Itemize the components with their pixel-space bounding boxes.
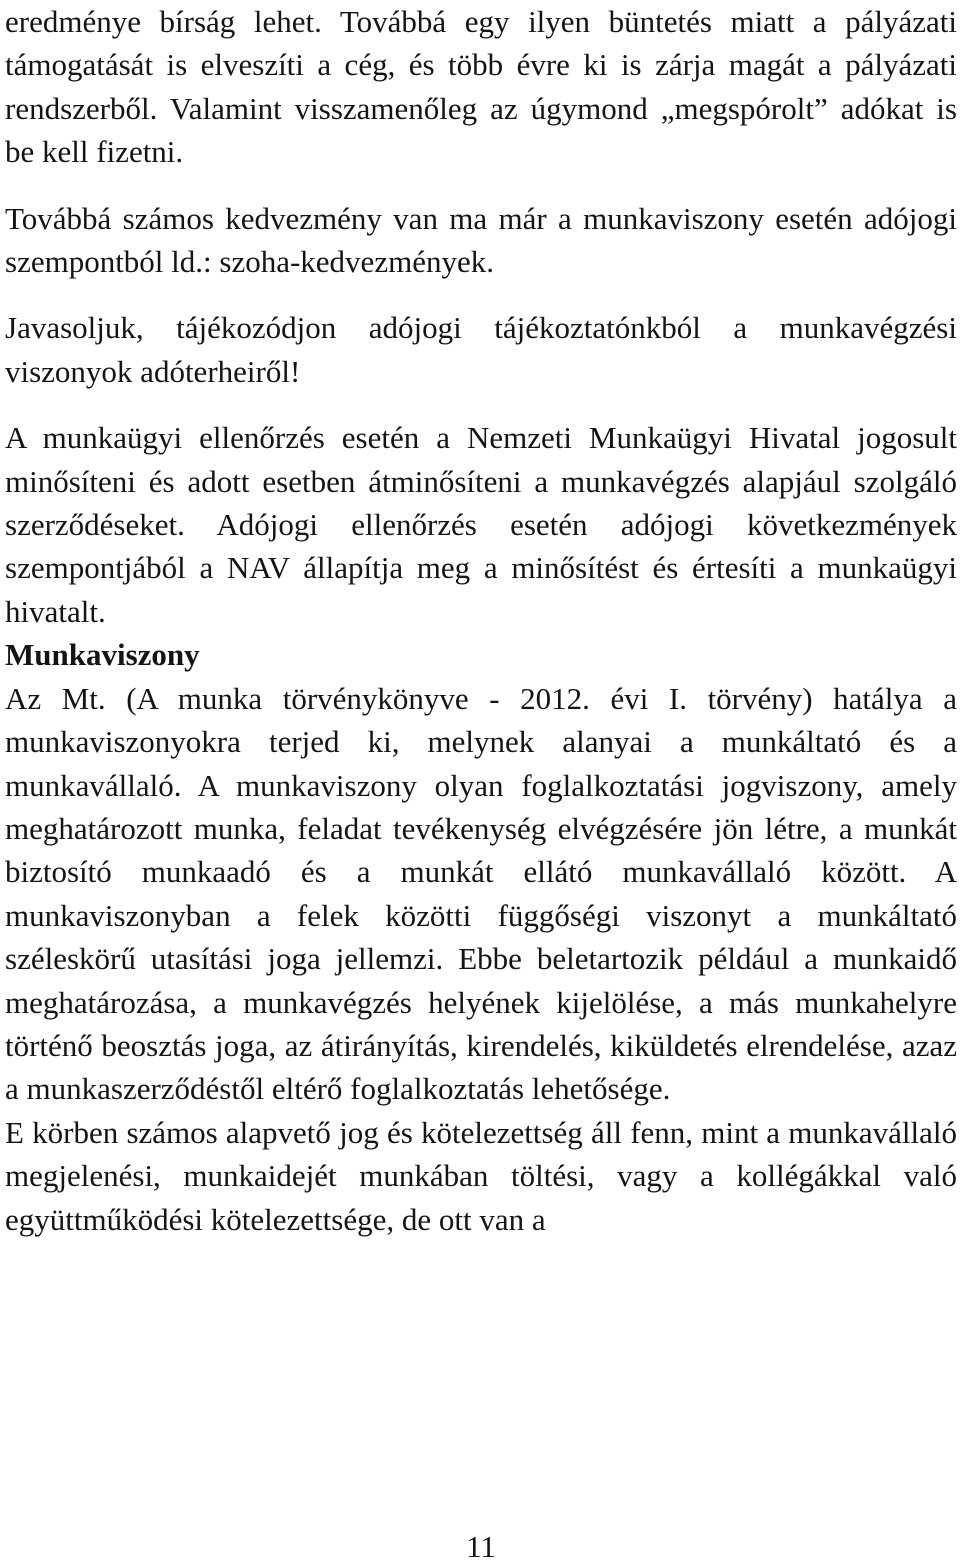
paragraph-recommendation: Javasoljuk, tájékozódjon adójogi tájékoztatónkból a munkavégzési viszonyok adóterheiről! — [5, 310, 957, 389]
paragraph-penalty: eredménye bírság lehet. Továbbá egy ilyen büntetés miatt a pályázati támogatását is elveszíti a cég, és több évre ki is zárja magát a pályázati rendszerből. Valamint visszamenőleg az úgymond „megspórolt” adókat is be kell fizetni. — [5, 4, 957, 170]
section-heading: Munkaviszony — [5, 637, 200, 673]
paragraph-employment-definition: Az Mt. (A munka törvénykönyve - 2012. évi I. törvény) hatálya a munkaviszonyokra terjed ki, melynek alanyai a munkáltató és a munkavállaló. A munkaviszony olyan foglalkoztatási jogviszony, amely meghatározott munka, feladat tevékenység elvégzésére jön létre, a munkát biztosító munkaadó és a munkát ellátó munkavállaló között. A munkaviszonyban a felek közötti függőségi viszonyt a munkáltató széleskörű utasítási joga jellemzi. Ebbe beletartozik például a munkaidő meghatározása, a munkavégzés helyének kijelölése, a más munkahelyre történő beosztás joga, az átirányítás, kirendelés, kiküldetés elrendelése, azaz a munkaszerződéstől eltérő foglalkoztatás lehetősége. — [5, 680, 957, 1107]
document-page — [5, 0, 957, 1566]
paragraph-tax-benefits: Továbbá számos kedvezmény van ma már a munkaviszony esetén adójogi szempontból ld.: szoha-kedvezmények. — [5, 200, 957, 280]
page-number: 11 — [466, 1529, 496, 1564]
paragraph-inspection: A munkaügyi ellenőrzés esetén a Nemzeti Munkaügyi Hivatal jogosult minősíteni és adott esetben átminősíteni a munkavégzés alapjául szolgáló szerződéseket. Adójogi ellenőrzés esetén adójogi következmények szempontjából a NAV állapítja meg a minősítést és értesíti a munkaügyi hivatalt. — [5, 420, 957, 629]
paragraph-rights-obligations: E körben számos alapvető jog és kötelezettség áll fenn, mint a munkavállaló megjelenési, munkaidejét munkában töltési, vagy a kollégákkal való együttműködési kötelezettsége, de ott van a — [5, 1114, 957, 1237]
